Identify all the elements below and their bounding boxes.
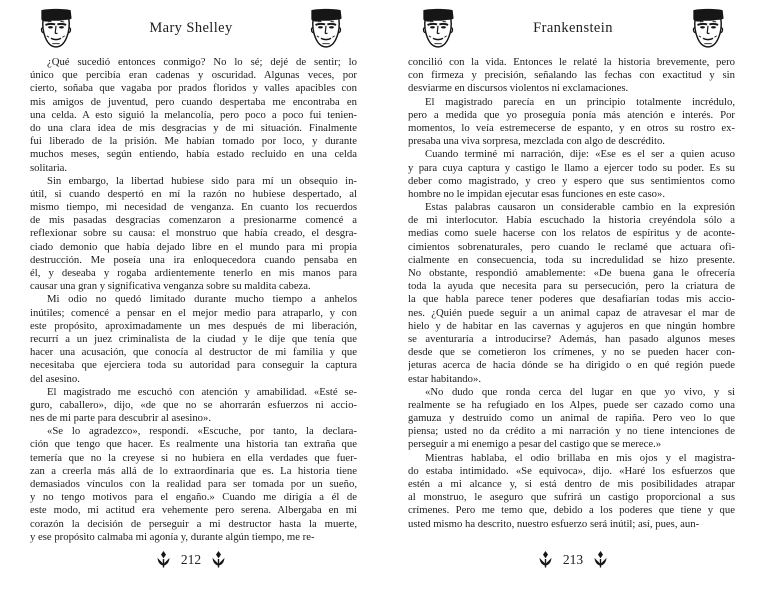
book-page-left [0, 0, 382, 595]
text-line: do una clara idea de mis desgracias y de mi situación. Finalmente [30, 121, 357, 134]
page-header [0, 0, 382, 56]
text-line: se aventuraría a introducirse? Además, han pasado algunos meses [408, 332, 735, 345]
text-line: nes de mi parte para descubrir al asesino». [30, 412, 212, 425]
text-line: cierto, soñaba que vagaba por prados floridos y valles apacibles con [30, 82, 357, 95]
page-text [30, 56, 357, 546]
text-line: do estaba intimidado. «Se equivoca», dijo. «Haré los esfuerzos que [408, 464, 735, 477]
text-line: reflexionar sobre su causa: el monstruo que había creado, el desgra- [30, 227, 357, 240]
text-line: ciado demonio que había dejado libre en el mundo para mi propia [30, 240, 357, 253]
text-line: piensa; usted no da crédito a mi narración y no tiene intenciones de [408, 425, 735, 438]
text-line: inútiles; comencé a pensar en el mejor medio para atraparlo, y con [30, 306, 357, 319]
text-line: muchos meses, según entiendo, había estado recluido en una celda [30, 148, 357, 161]
text-line: este modo, mi actitud era vehemente pero serena. Albergaba en mi [30, 504, 357, 517]
text-line: único que percibía eran cadenas y oscuridad. Algunas veces, por [30, 69, 357, 82]
page-footer [382, 551, 764, 568]
text-line: guro, caballero», dijo, «de que no se ahorrarán esfuerzos ni accio- [30, 398, 357, 411]
text-line: de mi interlocutor. Había escuchado la historia creyéndola sólo a [408, 214, 735, 227]
text-line: fui liberado de la prisión. Me habían tomado por loco, y durante [30, 135, 357, 148]
text-line: al monstruo, le aseguro que sufrirá un castigo proporcional a sus [408, 491, 735, 504]
text-line: de mis pasadas desgracias comenzaron a presionarme comencé a [30, 214, 357, 227]
text-line: y para cuya captura y castigo le llamo a ejercer todo su poder. Es su [408, 161, 735, 174]
text-line: usted mismo ha descrito, nuestro esfuerzo será inútil; así, pues, aun- [408, 517, 700, 530]
text-line: Cuando terminé mi narración, dije: «Ese es el ser a quien acuso [425, 148, 735, 161]
frankenstein-head-icon [304, 7, 348, 52]
text-line: «No dudo que ronda cerca del lugar en que yo vivo, y si [425, 385, 735, 398]
text-line: mis amigos de juventud, pero cuando despertaba me encontraba en [30, 95, 357, 108]
text-line: toda la ayuda que necesita para su persecución, pero la criatura de [408, 280, 735, 293]
text-line: «Se lo agradezco», respondí. «Escuche, por tanto, la declara- [47, 425, 357, 438]
text-line: pero a medida que yo proseguía ponía más atención e interés. Por [408, 108, 735, 121]
page-number: 213 [562, 551, 584, 567]
text-line: momentos, lo veía estremecerse de espanto, y en otros su rostro ex- [408, 121, 735, 134]
text-line: hacer una acusación, que conocía al destructor de mi familia y que [30, 346, 357, 359]
text-line: desde que se cometieron los crímenes, y no se pueden hacer con- [408, 346, 735, 359]
text-line: del asesino. [30, 372, 80, 385]
text-line: zan a creerla más allá de lo extraordinaria que es. La historia tiene [30, 464, 357, 477]
text-line: presaba una viva sorpresa, mezclada con algo de descrédito. [408, 135, 665, 148]
text-line: perseguir a mi enemigo a pesar del castigo que se merece.» [408, 438, 662, 451]
text-line: Mientras hablaba, el odio brillaba en mis ojos y el magistra- [425, 451, 735, 464]
text-line: nes. ¿Quién puede seguir a un animal capaz de atravesar el mar de [408, 306, 735, 319]
text-line: deber como magistrado, y creo y espero que sus sentimientos como [408, 174, 735, 187]
fleuron-icon [594, 551, 607, 568]
text-line: y ese propósito calmaba mi agonía y, durante algún tiempo, me re- [30, 530, 315, 543]
running-header-title: Frankenstein [533, 20, 613, 36]
text-line: la que habla parece tener poderes que desafiarían todas mis accio- [408, 293, 735, 306]
frankenstein-head-icon [686, 7, 730, 52]
text-line: El magistrado parecía en un principio totalmente incrédulo, [425, 95, 735, 108]
fleuron-icon [539, 551, 552, 568]
text-line: y no tengo motivos para el engaño.» Cuando me dirigía a él de [30, 491, 357, 504]
text-line: El magistrado me escuchó con atención y amabilidad. «Esté se- [47, 385, 357, 398]
text-line: gamuza y destruido como un animal de rapiña. Pero veo lo que [408, 412, 735, 425]
text-line: concilió con la vida. Entonces le relaté la historia brevemente, pero [408, 56, 735, 68]
text-line: medias como suele hacerse con los relatos de espíritus y de aconte- [408, 227, 735, 240]
page-number: 212 [180, 551, 202, 567]
text-line: estar habitando». [408, 372, 482, 385]
text-line: mismo tiempo, mi necesidad de venganza. En cuanto los recuerdos [30, 201, 357, 214]
text-line: una celda. A esto siguió la melancolía, pero poco a poco fui tenien- [30, 108, 357, 121]
text-line: ción que tengo que hacer. Es realmente una historia tan extraña que [30, 438, 357, 451]
page-header [382, 0, 764, 56]
text-line: realmente se ha refugiado en los Alpes, puede ser cazado como una [408, 398, 735, 411]
fleuron-icon [157, 551, 170, 568]
page-text [408, 56, 735, 546]
text-line: No obstante, respondió amablemente: «De buena gana le ofrecería [408, 267, 735, 279]
text-line: Sin embargo, la libertad hubiese sido para mí un obsequio in- [47, 174, 357, 187]
text-line: corazón la decisión de perseguir a mi destructor hasta la muerte, [30, 517, 357, 530]
text-line: recurrí a un juez criminalista de la ciudad y le dije que tenía que [30, 332, 357, 345]
text-line: demasiados vínculos con la realidad para ser tomada por un sueño, [30, 478, 357, 490]
text-line: necesitaba que ejerciera toda su autoridad para conseguir la captura [30, 359, 357, 372]
fleuron-icon [212, 551, 225, 568]
text-line: desviarme en discursos violentos ni exclamaciones. [408, 82, 629, 95]
text-line: hielo y de habitar en las cavernas y agujeros en que ningún hombre [408, 319, 735, 332]
text-line: hombre no le impidan ejecutar esas funciones en este caso». [408, 187, 666, 200]
running-header-author: Mary Shelley [149, 20, 233, 36]
text-line: él, y deseaba y rogaba ardientemente tenerlo en mis manos para [30, 267, 357, 279]
text-line: este propósito, aproximadamente un mes después de mi liberación, [30, 319, 357, 332]
text-line: estén a mi alcance y, si está dentro de mis posibilidades atrapar [408, 478, 735, 490]
text-line: crímenes. Pero me temo que, debido a los poderes que tiene y que [408, 504, 735, 517]
text-line: con firmeza y precisión, señalando las fechas con exactitud y sin [408, 69, 735, 82]
text-line: Mi odio no quedó limitado durante mucho tiempo a anhelos [47, 293, 357, 306]
text-line: cimientos sobrenaturales, pero cuando le reclamé que actuara ofi- [408, 240, 735, 253]
page-footer [0, 551, 382, 568]
text-line: temería que no la creyese si no hubiera en ella verdades que fuer- [30, 451, 357, 464]
text-line: causar una gran y significativa venganza sobre su maldita cabeza. [30, 280, 311, 293]
text-line: útil, si cuando despertó en mí la razón no hubiese despertado, al [30, 187, 357, 200]
text-line: ¿Qué sucedió entonces conmigo? No lo sé; dejé de sentir; lo [47, 56, 357, 68]
text-line: jeturas acerca de hacia dónde se ha dirigido o en qué región puede [408, 359, 735, 372]
text-line: cialmente en consecuencia, toda su incredulidad se hizo presente. [408, 253, 735, 266]
text-line: solitaria. [30, 161, 68, 174]
text-line: destrucción. Me poseía una ira enloquecedora cuando pensaba en [30, 253, 357, 266]
text-line: Estas palabras causaron un considerable cambio en la expresión [425, 201, 735, 214]
book-page-right [382, 0, 764, 595]
